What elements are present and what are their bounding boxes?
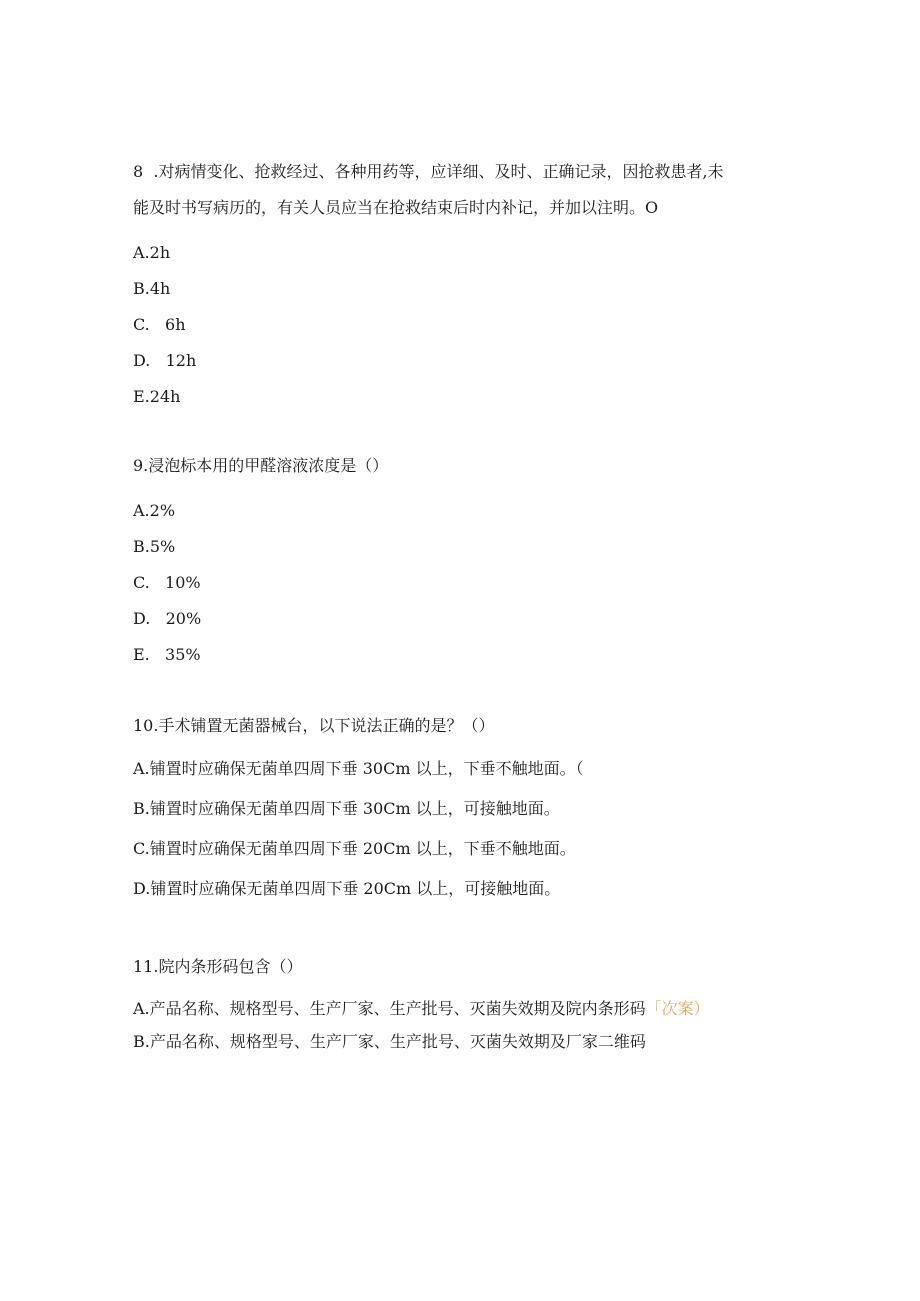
question-9-option-e: E. 35% (133, 645, 201, 664)
question-9-option-b: B.5% (133, 537, 176, 556)
question-11-option-a-text: A.产品名称、规格型号、生产厂家、生产批号、灭菌失效期及院内条形码 (133, 999, 646, 1018)
question-8-option-a: A.2h (133, 243, 171, 262)
question-11-option-a (133, 999, 710, 1019)
question-8-stem-line-1: 8 .对病情变化、抢救经过、各种用药等，应详细、及时、正确记录，因抢救患者,未 (133, 162, 724, 181)
question-9-option-a: A.2% (133, 501, 176, 520)
question-9-option-d: D. 20% (133, 609, 202, 628)
answer-mark: 「次案） (645, 999, 710, 1018)
question-9-stem: 9.浸泡标本用的甲醛溶液浓度是（） (133, 456, 389, 475)
question-8-option-c: C. 6h (133, 315, 186, 334)
question-10-option-b: B.铺置时应确保无菌单四周下垂 30Cm 以上，可接触地面。 (133, 799, 560, 818)
question-10-stem: 10.手术铺置无菌器械台，以下说法正确的是？（） (133, 716, 495, 735)
question-8-option-e: E.24h (133, 387, 181, 406)
question-10-option-c: C.铺置时应确保无菌单四周下垂 20Cm 以上，下垂不触地面。 (133, 839, 576, 858)
question-8-stem-line-2: 能及时书写病历的，有关人员应当在抢救结束后时内补记，并加以注明。O (133, 198, 659, 217)
question-10-option-a: A.铺置时应确保无菌单四周下垂 30Cm 以上，下垂不触地面。（ (133, 759, 584, 778)
question-9-option-c: C. 10% (133, 573, 201, 592)
question-10-option-d: D.铺置时应确保无菌单四周下垂 20Cm 以上，可接触地面。 (133, 879, 561, 898)
question-8-option-d: D. 12h (133, 351, 197, 370)
question-11-option-b: B.产品名称、规格型号、生产厂家、生产批号、灭菌失效期及厂家二维码 (133, 1032, 646, 1051)
question-11-stem: 11.院内条形码包含（） (133, 957, 303, 976)
question-8-option-b: B.4h (133, 279, 171, 298)
